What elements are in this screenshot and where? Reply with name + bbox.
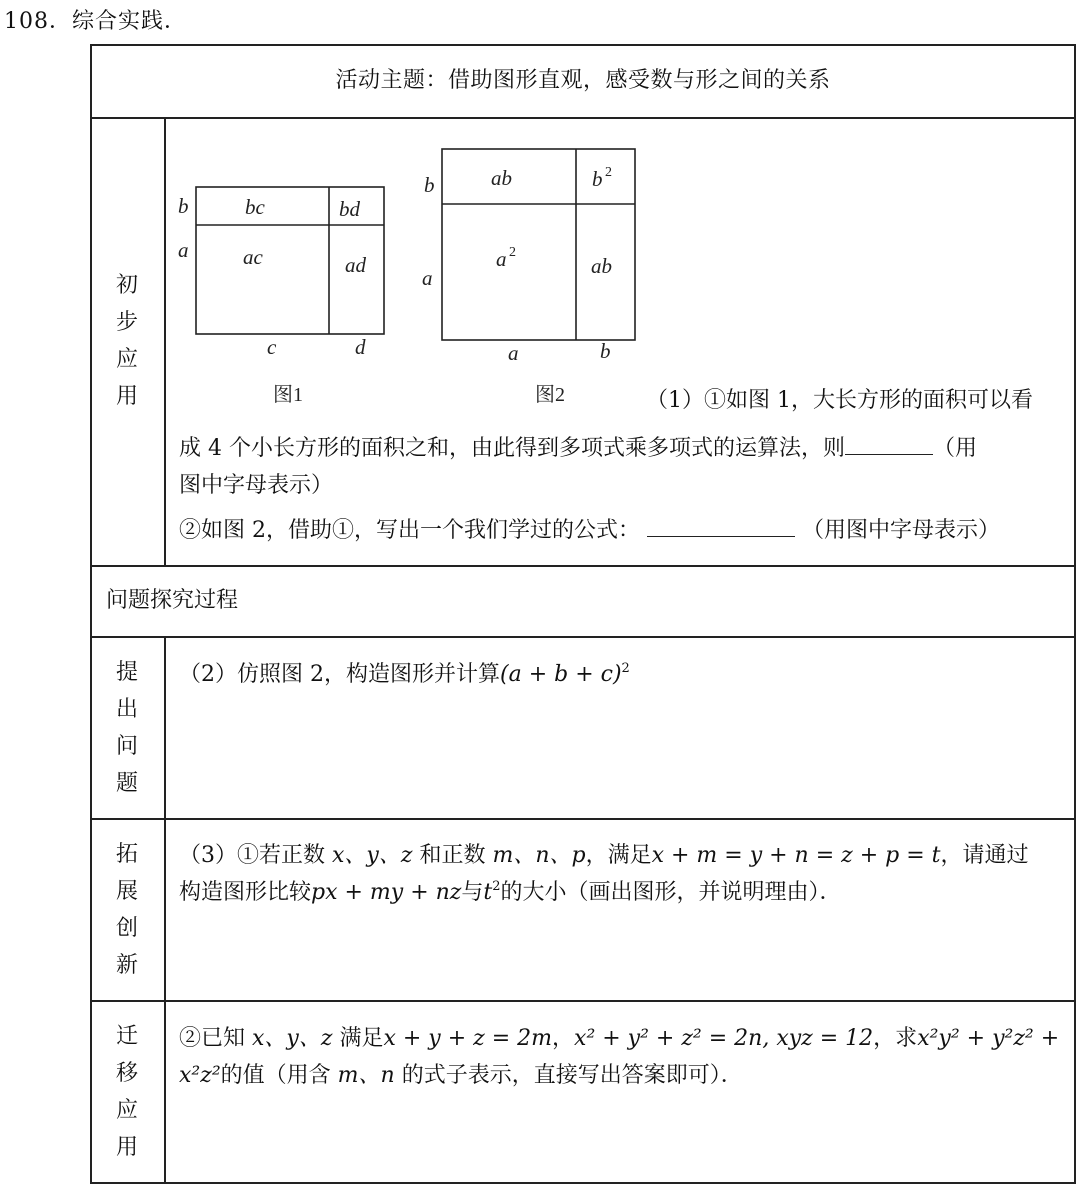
row-label-propose: 提 出 问 题: [115, 660, 138, 796]
fig2-cell-ab-right: ab: [591, 254, 612, 278]
row-label-transfer: 迁 移 应 用: [115, 1024, 138, 1160]
fig2-side-left: a: [422, 266, 433, 290]
q4-find: ，求: [873, 1026, 918, 1051]
q1-answer-blank-1[interactable]: [845, 436, 933, 455]
row-label-extend: 拓 展 创 新: [115, 842, 138, 978]
q1-line1: （1）①如图 1，大长方形的面积可以看: [646, 388, 1033, 413]
fig2-side-top: b: [424, 173, 435, 197]
fig2-bottom-b: b: [600, 339, 611, 363]
process-label: 问题探究过程: [106, 588, 239, 613]
q1-line2-tail: （用: [933, 436, 978, 461]
fig2-caption: 图2: [535, 384, 565, 406]
q4-vars-mn: m、n: [337, 1063, 395, 1088]
question-title: 108．综合实践．: [4, 9, 187, 34]
q4-sep: ，: [552, 1026, 575, 1051]
q4-vars: x、y、z: [252, 1026, 333, 1051]
q1-sub2-head: ②如图 2，借助①，写出一个我们学过的公式：: [179, 518, 640, 543]
q2-text: [179, 656, 630, 693]
q1-line2-text: 成 4 个小长方形的面积之和，由此得到多项式乘多项式的运算法，则: [179, 436, 845, 461]
activity-table: [90, 44, 1076, 1184]
table-header: 活动主题：借助图形直观，感受数与形之间的关系: [335, 68, 831, 93]
q3-line1-c: ，满足: [585, 843, 652, 868]
row-label-preliminary: 初 步 应 用: [115, 273, 138, 409]
q3-line1-d: ，请通过: [940, 843, 1029, 868]
q1-sub2: [179, 512, 1000, 549]
table-border-bottom: [90, 1182, 1076, 1184]
fig1-cell-bc: bc: [245, 195, 265, 219]
q3-vars-xyz: x、y、z: [332, 843, 413, 868]
q2-expression: (a + b + c): [500, 662, 622, 687]
q3-expr: px + my + nz: [311, 880, 462, 905]
q3-line2: [179, 874, 842, 911]
q1-answer-blank-2[interactable]: [647, 518, 795, 537]
fig1-bottom-c: c: [267, 335, 277, 359]
q3-line1-b: 和正数: [419, 843, 486, 868]
fig2-bottom-a: a: [508, 341, 519, 365]
q1-line3: 图中字母表示）: [179, 473, 334, 498]
table-border-right: [1074, 44, 1076, 1184]
fig2-cell-a2-exp: 2: [509, 245, 516, 260]
q3-vars-mnp: m、n、p: [492, 843, 586, 868]
q3-t: t: [483, 880, 493, 905]
q3-equation: x + m = y + n = z + p = t: [651, 843, 941, 868]
q3-line2-c: 的大小（画出图形，并说明理由）．: [500, 880, 842, 905]
q4-line2-b: 的式子表示，直接写出答案即可）．: [401, 1063, 743, 1088]
row-divider: [90, 636, 1076, 638]
fig1-cell-ad: ad: [345, 253, 366, 277]
fig1-cell-bd: bd: [339, 197, 360, 221]
q4-expr-cont: x²z²: [179, 1063, 221, 1088]
q3-line1: [179, 837, 1029, 874]
fig1-side-left: a: [178, 238, 189, 262]
q2-lead: （2）仿照图 2，构造图形并计算: [179, 662, 500, 687]
q3-line1-a: （3）①若正数: [179, 843, 325, 868]
q4-satisfy: 满足: [339, 1026, 384, 1051]
q3-line2-b: 与: [461, 880, 484, 905]
q4-line1: [179, 1020, 1059, 1057]
table-border-left: [90, 44, 92, 1184]
fig2-cell-a2: a: [496, 247, 507, 271]
q1-sub2-tail: （用图中字母表示）: [802, 518, 1001, 543]
q4-line2-a: 的值（用含: [220, 1063, 331, 1088]
fig2-cell-ab-top: ab: [491, 166, 512, 190]
fig1-caption: 图1: [273, 384, 303, 406]
fig2-cell-b2: b: [592, 167, 603, 191]
fig1-side-top: b: [178, 194, 189, 218]
fig1-bottom-d: d: [355, 335, 366, 359]
q3-line2-a: 构造图形比较: [179, 880, 312, 905]
row-divider: [90, 1000, 1076, 1002]
q4-line2: [179, 1057, 743, 1094]
figure-diagrams: [165, 118, 765, 418]
row-divider: [90, 818, 1076, 820]
q4-eq2: x² + y² + z² = 2n, xyz = 12: [574, 1026, 874, 1051]
q4-lead: ②已知: [179, 1026, 246, 1051]
fig1-cell-ac: ac: [243, 245, 263, 269]
q2-exponent: 2: [621, 661, 630, 676]
q1-line2: [179, 430, 977, 467]
fig2-cell-b2-exp: 2: [605, 165, 612, 180]
q4-eq1: x + y + z = 2m: [383, 1026, 553, 1051]
q3-t-exp: 2: [492, 879, 501, 894]
column-divider: [164, 636, 166, 1184]
q4-expr: x²y² + y²z² +: [917, 1026, 1060, 1051]
